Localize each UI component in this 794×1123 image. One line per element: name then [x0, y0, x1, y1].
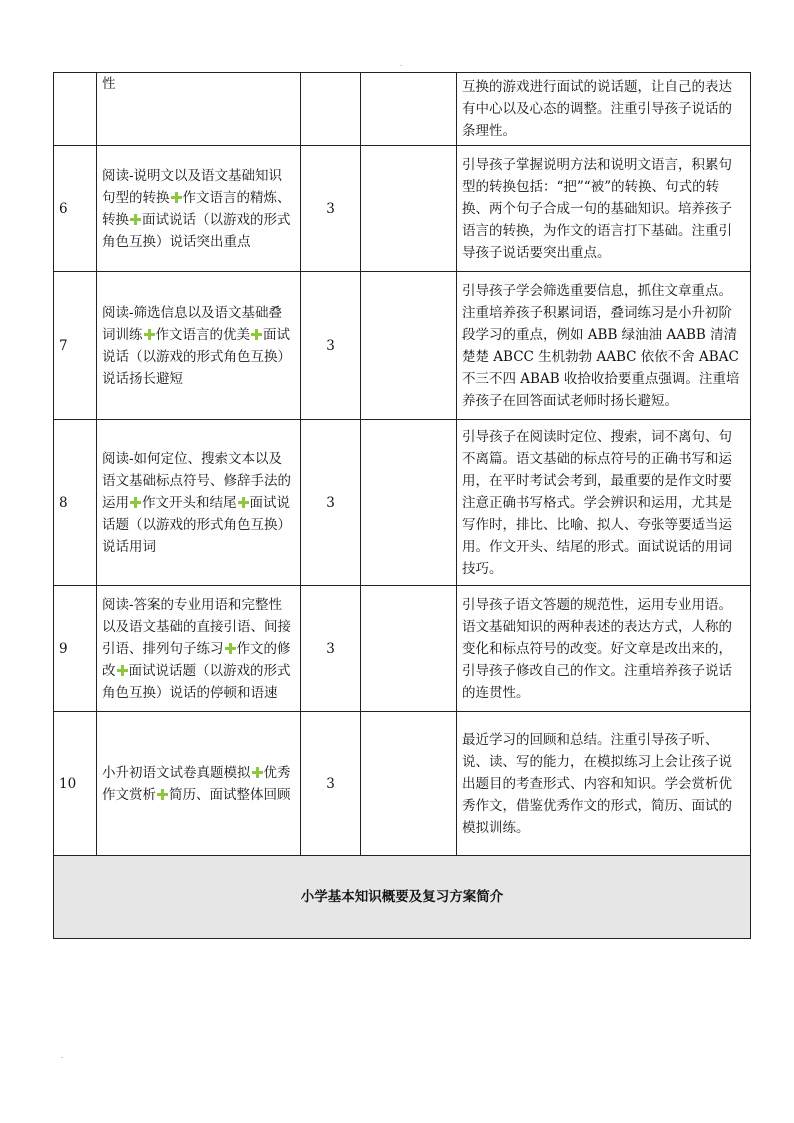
topic-segment: 阅读-答案的专业用语和完整性 以及语文基础的直接引语、间接引语、排列句子练习: [102, 596, 291, 657]
lesson-number-cell: 7: [54, 272, 97, 420]
topic-segment: 作文开头和结尾: [142, 494, 237, 511]
topic-segment: 阅读-如何定位、搜索文本以及语文基础标点符号、修辞手法的运用: [102, 450, 291, 511]
table-footer-title: 小学基本知识概要及复习方案简介: [54, 856, 751, 939]
empty-cell: [361, 272, 457, 420]
page-top-mark: .: [400, 59, 403, 68]
empty-cell: [361, 586, 457, 712]
plus-icon: [144, 329, 155, 340]
lesson-goal-cell: 引导孩子语文答题的规范性，运用专业用语。语文基础知识的两种表述的表达方式，人称的变化和标点符号的改变。好文章是改出来的，引导孩子修改自己的作文。注重培养孩子说话的连贯性。: [457, 586, 751, 712]
topic-segment: 作文语言的精炼、转换: [102, 189, 291, 228]
table-row: [54, 146, 751, 272]
table-row: [54, 586, 751, 712]
lesson-topic-cell: [97, 146, 301, 272]
table-row: [54, 420, 751, 586]
lesson-number-cell: 8: [54, 420, 97, 586]
lesson-number-cell: [54, 73, 97, 146]
lesson-topic-cell: [97, 73, 301, 146]
topic-segment: 作文的修改: [102, 640, 291, 679]
lesson-goal-cell: 最近学习的回顾和总结。注重引导孩子听、说、读、写的能力，在模拟练习上会让孩子说出题目的考查形式、内容和知识。学会赏析优秀作文，借鉴优秀作文的形式，简历、面试的模拟训练。: [457, 712, 751, 856]
lesson-number-cell: 9: [54, 586, 97, 712]
topic-segment: 面试说话题（以游戏的形式角色互换）说话的停顿和语速: [102, 662, 291, 701]
course-schedule-table: [53, 72, 751, 939]
lesson-topic-cell: [97, 712, 301, 856]
lesson-topic-cell: [97, 272, 301, 420]
lesson-hours-cell: [301, 73, 361, 146]
topic-segment: 面试说话（以游戏的形式角色互换）说话扬长避短: [102, 326, 291, 387]
plus-icon: [130, 214, 141, 225]
empty-cell: [361, 712, 457, 856]
lesson-goal-cell: 引导孩子学会筛选重要信息，抓住文章重点。注重培养孩子积累词语，叠词练习是小升初阶段学习的重点，例如 ABB 绿油油 AABB 清清楚楚 ABCC 生机勃勃 AABC 依依不舍 ABAC 不三不四 ABAB 收拾收拾要重点强调。注重培养孩子在回答面试老师时扬长避短。: [457, 272, 751, 420]
table-row: [54, 712, 751, 856]
topic-segment: 阅读-筛选信息以及语文基础叠词训练: [102, 304, 283, 343]
empty-cell: [361, 73, 457, 146]
empty-cell: [361, 420, 457, 586]
topic-segment: 优秀作文赏析: [102, 764, 291, 803]
lesson-topic-cell: [97, 420, 301, 586]
lesson-goal-cell: 引导孩子掌握说明方法和说明文语言，积累句型的转换包括：“把”“被”的转换、句式的转换、两个句子合成一句的基础知识。培养孩子语言的转换，为作文的语言打下基础。注重引导孩子说话要突出重点。: [457, 146, 751, 272]
topic-segment: 性: [102, 76, 116, 92]
topic-segment: 简历、面试整体回顾: [169, 786, 291, 803]
lesson-hours-cell: 3: [301, 272, 361, 420]
lesson-number-cell: 10: [54, 712, 97, 856]
plus-icon: [130, 497, 141, 508]
empty-cell: [361, 146, 457, 272]
plus-icon: [171, 192, 182, 203]
topic-segment: 面试说话题（以游戏的形式角色互换）说话用词: [102, 494, 291, 555]
lesson-hours-cell: 3: [301, 586, 361, 712]
topic-segment: 作文语言的优美: [155, 326, 250, 343]
page-bottom-mark: .: [61, 1051, 64, 1060]
plus-icon: [252, 767, 263, 778]
lesson-hours-cell: 3: [301, 420, 361, 586]
plus-icon: [225, 643, 236, 654]
lesson-hours-cell: 3: [301, 712, 361, 856]
plus-icon: [117, 665, 128, 676]
plus-icon: [157, 789, 168, 800]
lesson-hours-cell: 3: [301, 146, 361, 272]
lesson-topic-cell: [97, 586, 301, 712]
lesson-goal-cell: 引导孩子在阅读时定位、搜索，词不离句、句不离篇。语文基础的标点符号的正确书写和运用，在平时考试会考到，最重要的是作文时要注意正确书写格式。学会辨识和运用，尤其是写作时，排比、比喻、拟人、夸张等要适当运用。作文开头、结尾的形式。面试说话的用词技巧。: [457, 420, 751, 586]
table-row: [54, 272, 751, 420]
table-row: [54, 73, 751, 146]
plus-icon: [238, 497, 249, 508]
topic-segment: 小升初语文试卷真题模拟: [102, 764, 251, 781]
topic-segment: 面试说话（以游戏的形式角色互换）说话突出重点: [102, 211, 291, 250]
lesson-goal-cell: 互换的游戏进行面试的说话题，让自己的表达有中心以及心态的调整。注重引导孩子说话的条理性。: [457, 73, 751, 146]
topic-segment: 阅读-说明文以及语文基础知识句型的转换: [102, 167, 283, 206]
plus-icon: [251, 329, 262, 340]
table-footer-row: [54, 856, 751, 939]
lesson-number-cell: 6: [54, 146, 97, 272]
